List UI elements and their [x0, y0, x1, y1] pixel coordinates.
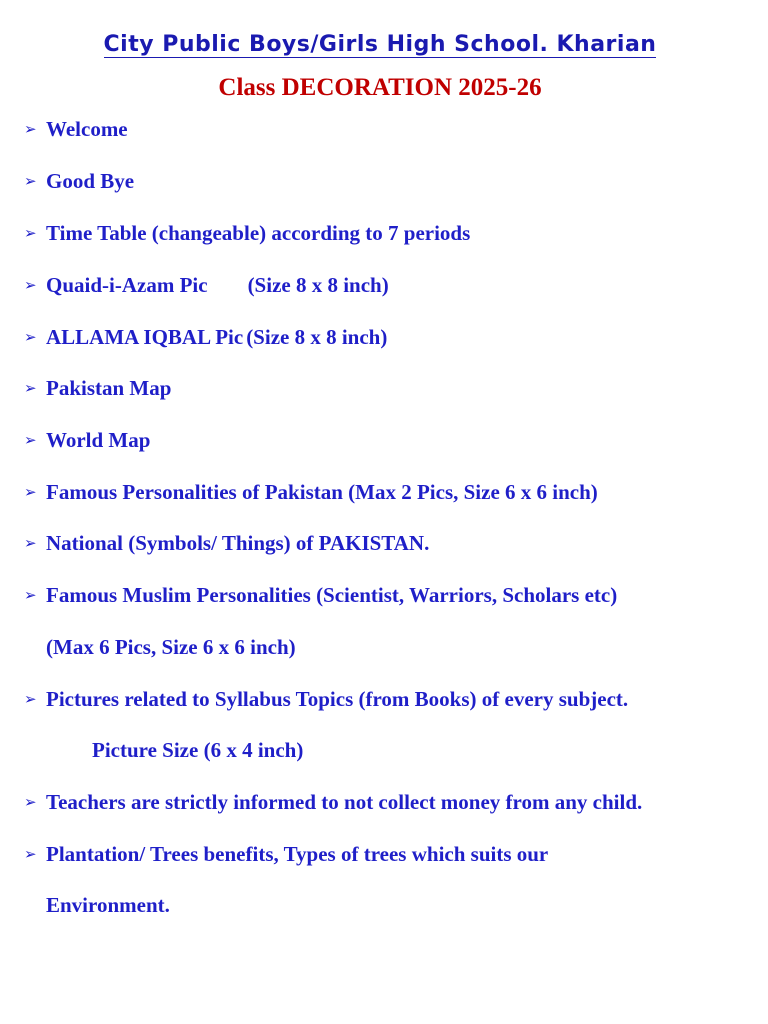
- arrow-bullet-icon: ➢: [24, 328, 37, 346]
- list-item-text: (Max 6 Pics, Size 6 x 6 inch): [46, 635, 296, 659]
- list-item-text: Time Table (changeable) according to 7 periods: [46, 221, 471, 245]
- list-item-text: Famous Personalities of Pakistan (Max 2 Pics, Size 6 x 6 inch): [46, 480, 598, 504]
- arrow-bullet-icon: ➢: [24, 534, 37, 552]
- list-item-text: Pictures related to Syllabus Topics (from Books) of every subject.: [46, 687, 629, 711]
- list-item-text: World Map: [46, 428, 151, 452]
- list-item-text: Quaid-i-Azam Pic: [46, 273, 208, 297]
- list-item-text: Plantation/ Trees benefits, Types of trees which suits our: [46, 842, 549, 866]
- list-item-syllabus-picture-size: [92, 735, 303, 765]
- arrow-bullet-icon: ➢: [24, 379, 37, 397]
- arrow-bullet-icon: ➢: [24, 224, 37, 242]
- list-item-personalities-pakistan: [24, 477, 598, 507]
- document-subtitle: Class DECORATION 2025-26: [218, 74, 542, 101]
- arrow-bullet-icon: ➢: [24, 793, 37, 811]
- list-item-size: (Size 8 x 8 inch): [247, 273, 389, 297]
- school-name-heading: [0, 30, 760, 60]
- list-item-muslim-personalities: [24, 580, 617, 610]
- school-name-text: City Public Boys/Girls High School. Kharian: [103, 32, 657, 57]
- list-item-text: Picture Size (6 x 4 inch): [92, 738, 304, 762]
- list-item-welcome: [24, 114, 128, 144]
- arrow-bullet-icon: ➢: [24, 586, 37, 604]
- list-item-text: Welcome: [46, 117, 128, 141]
- list-item-plantation: [24, 839, 548, 869]
- list-item-text: Pakistan Map: [46, 376, 172, 400]
- arrow-bullet-icon: ➢: [24, 120, 37, 138]
- arrow-bullet-icon: ➢: [24, 431, 37, 449]
- list-item-text: ALLAMA IQBAL Pic: [46, 325, 244, 349]
- list-item-text: Environment.: [46, 893, 170, 917]
- list-item-muslim-personalities-size: [46, 632, 296, 662]
- list-item-iqbal-pic: [24, 322, 387, 352]
- list-item-size: (Size 8 x 8 inch): [246, 325, 388, 349]
- list-item-world-map: [24, 425, 150, 455]
- list-item-text: Good Bye: [46, 169, 135, 193]
- list-item-text: Famous Muslim Personalities (Scientist, Warriors, Scholars etc): [46, 583, 618, 607]
- list-item-quaid-pic: [24, 270, 389, 300]
- list-item-teachers-notice: [24, 787, 642, 817]
- list-item-time-table: [24, 218, 470, 248]
- arrow-bullet-icon: ➢: [24, 690, 37, 708]
- list-item-pakistan-map: [24, 373, 171, 403]
- list-item-national-symbols: [24, 528, 429, 558]
- arrow-bullet-icon: ➢: [24, 172, 37, 190]
- arrow-bullet-icon: ➢: [24, 483, 37, 501]
- list-item-text: National (Symbols/ Things) of PAKISTAN.: [46, 531, 430, 555]
- list-item-syllabus-pictures: [24, 684, 628, 714]
- list-item-plantation-cont: [46, 890, 170, 920]
- list-item-text: Teachers are strictly informed to not collect money from any child.: [46, 790, 643, 814]
- arrow-bullet-icon: ➢: [24, 276, 37, 294]
- list-item-good-bye: [24, 166, 134, 196]
- arrow-bullet-icon: ➢: [24, 845, 37, 863]
